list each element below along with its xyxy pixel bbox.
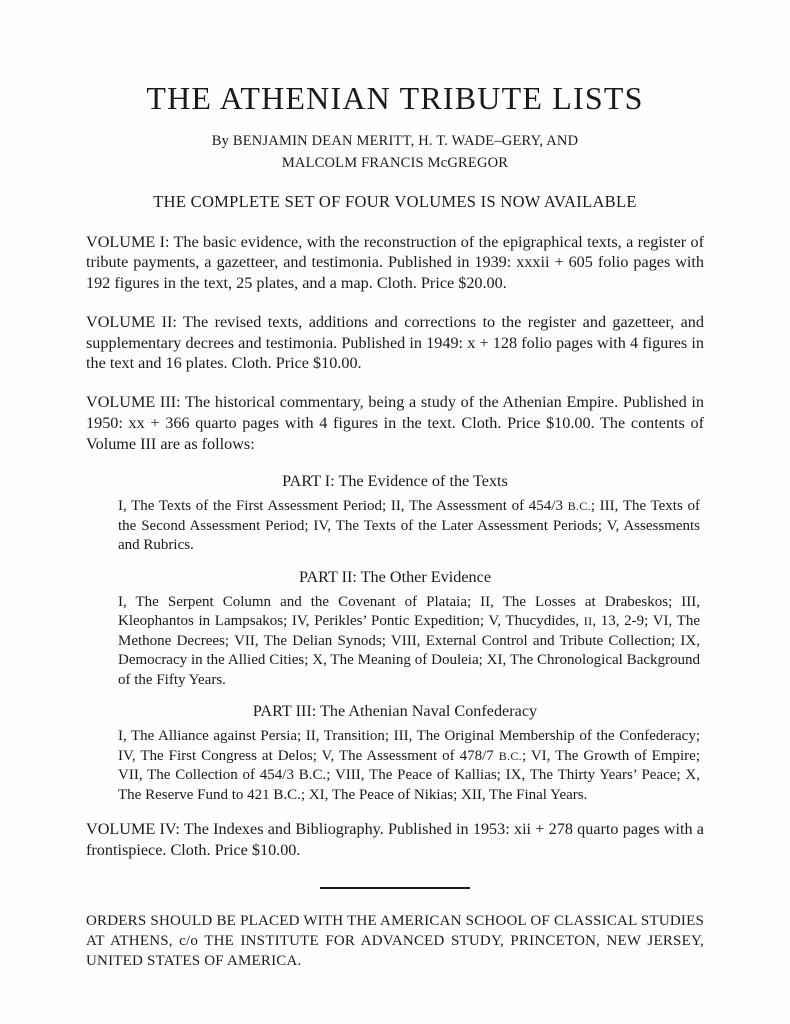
page-title: THE ATHENIAN TRIBUTE LISTS [146,80,644,116]
byline-line-1: By BENJAMIN DEAN MERITT, H. T. WADE–GERY, AND [211,133,579,149]
part-3-heading: PART III: The Athenian Naval Confederacy [252,702,538,721]
part-2-text-pre: I, The Serpent Column and the Covenant of Plataia; II, The Losses at Drabeskos; III, Kleophantos in Lampsakos; IV, Perikles’ Pontic Expedition; V, Thucydides, [118,593,700,630]
part-3-text-post: ; VI, The Growth of Empire; VII, The Collection of 454/3 B.C.; VIII, The Peace of Kallias; IX, The Thirty Years’ Peace; X, The Reserve Fund to 421 B.C.; XI, The Peace of Nikias; XII, The Final Years. [118,747,700,803]
volume-2-paragraph: VOLUME II: The revised texts, additions and corrections to the register and gazetteer, and supplementary decrees and testimonia. Published in 1949: x + 128 folio pages with 4 figures in the text and 16 plates. Cloth. Price $10.00. [86,312,704,373]
part-1-text-post: ; III, The Texts of the Second Assessment Period; IV, The Texts of the Later Assessment Periods; V, Assessments and Rubrics. [118,498,700,554]
part-2-text-smallcaps: II [583,614,593,629]
volume-4-paragraph: VOLUME IV: The Indexes and Bibliography. Published in 1953: xii + 278 quarto pages with a frontispiece. Cloth. Price $10.00. [86,820,704,860]
part-3-body [86,727,704,805]
part-1-heading: PART I: The Evidence of the Texts [282,472,508,491]
part-2-text-post: , 13, 2-9; VI, The Methone Decrees; VII, The Delian Synods; VIII, External Control and Tribute Collection; IX, Democracy in the Allied Cities; X, The Meaning of Douleia; XI, The Chronological Background of the Fifty Years. [118,613,700,688]
horizontal-rule [320,887,470,889]
part-2-heading: PART II: The Other Evidence [298,567,492,586]
part-1-text-smallcaps: B.C. [567,499,591,514]
availability-subheading: THE COMPLETE SET OF FOUR VOLUMES IS NOW AVAILABLE [153,191,637,211]
part-3-text-smallcaps: B.C. [498,748,522,763]
part-2-body [86,593,704,691]
part-3-text-pre: I, The Alliance against Persia; II, Transition; III, The Original Membership of the Confederacy; IV, The First Congress at Delos; V, The Assessment of 478/7 [118,728,700,764]
part-1-body [86,497,704,556]
byline-line-2: MALCOLM FRANCIS McGREGOR [281,154,509,171]
ordering-footer: ORDERS SHOULD BE PLACED WITH THE AMERICAN SCHOOL OF CLASSICAL STUDIES AT ATHENS, c/o THE INSTITUTE FOR ADVANCED STUDY, PRINCETON, NEW JERSEY, UNITED STATES OF AMERICA. [86,912,704,970]
volume-3-paragraph: VOLUME III: The historical commentary, being a study of the Athenian Empire. Published in 1950: xx + 366 quarto pages with 4 figures in the text. Cloth. Price $10.00. The contents of Volume III are as follows: [86,393,704,453]
volume-1-paragraph: VOLUME I: The basic evidence, with the reconstruction of the epigraphical texts, a register of tribute payments, a gazetteer, and testimonia. Published in 1939: xxxii + 605 folio pages with 192 figures in the text, 25 plates, and a map. Cloth. Price $20.00. [86,232,704,293]
part-1-text-pre: I, The Texts of the First Assessment Period; II, The Assessment of 454/3 [118,498,568,515]
